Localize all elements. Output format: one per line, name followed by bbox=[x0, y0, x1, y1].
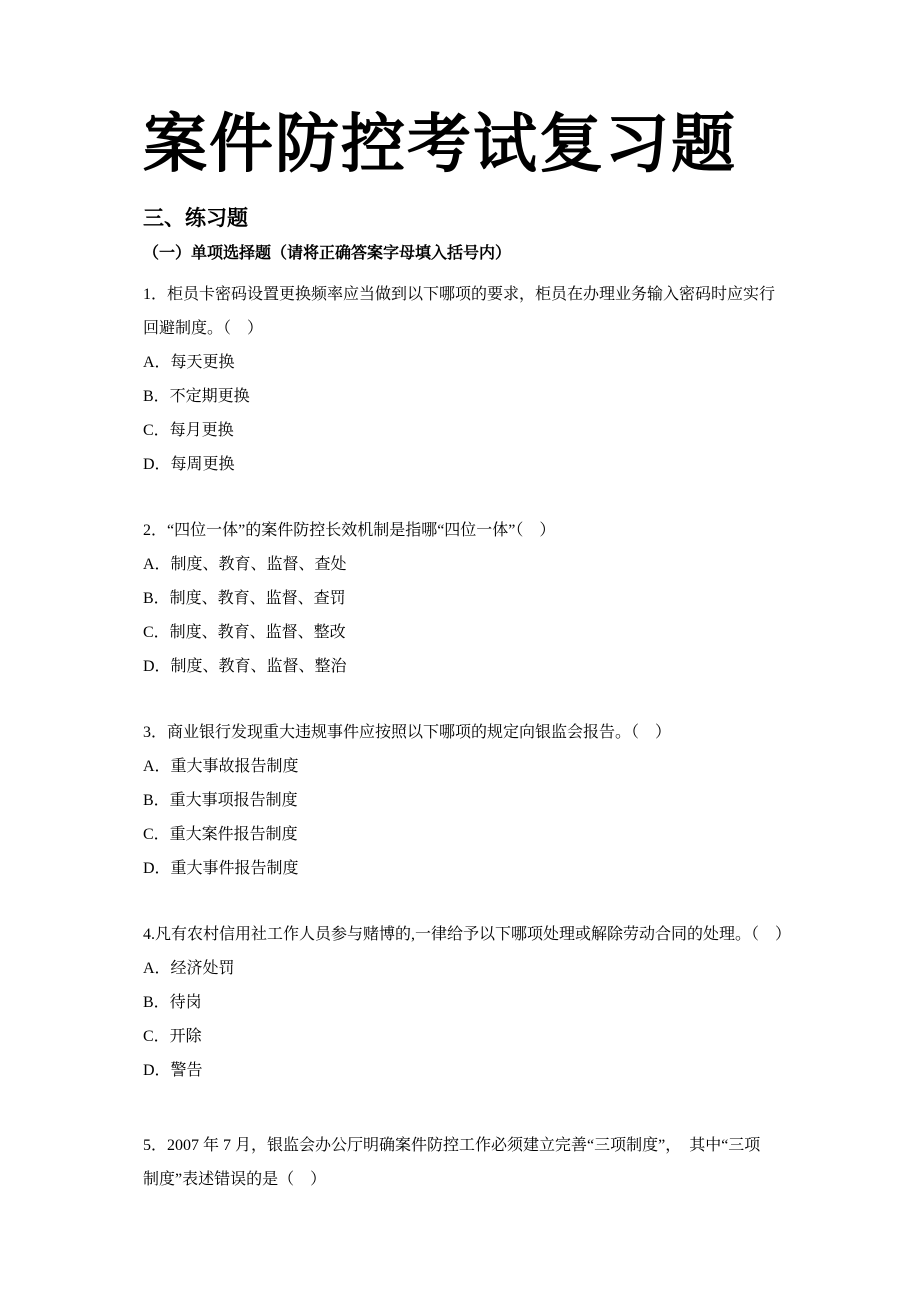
questions-list bbox=[143, 278, 920, 1197]
question-line: 5．2007 年 7 月，银监会办公厅明确案件防控工作必须建立完善“三项制度”， 其中“三项 bbox=[143, 1137, 761, 1154]
page-title: 案件防控考试复习题 bbox=[143, 108, 737, 180]
option-line: A．重大事故报告制度 bbox=[143, 758, 299, 775]
question-4 bbox=[143, 918, 920, 1088]
option-line: C．重大案件报告制度 bbox=[143, 826, 298, 843]
question-line: 2．“四位一体”的案件防控长效机制是指哪“四位一体”（ ） bbox=[143, 522, 556, 539]
question-line: 制度”表述错误的是（ ） bbox=[143, 1171, 327, 1188]
option-line: B．重大事项报告制度 bbox=[143, 792, 298, 809]
question-line: 4.凡有农村信用社工作人员参与赌博的,一律给予以下哪项处理或解除劳动合同的处理。（ ） bbox=[143, 926, 792, 943]
option-line: A．制度、教育、监督、查处 bbox=[143, 556, 347, 573]
option-line: B．制度、教育、监督、查罚 bbox=[143, 590, 346, 607]
subsection-heading: （一）单项选择题（请将正确答案字母填入括号内） bbox=[143, 245, 512, 262]
option-line: C．开除 bbox=[143, 1028, 202, 1045]
document-content bbox=[0, 108, 920, 1197]
option-line: D．重大事件报告制度 bbox=[143, 860, 299, 877]
option-line: D．制度、教育、监督、整治 bbox=[143, 658, 347, 675]
option-line: A．经济处罚 bbox=[143, 960, 235, 977]
question-5 bbox=[143, 1129, 920, 1197]
option-line: D．警告 bbox=[143, 1062, 203, 1079]
question-line: 1．柜员卡密码设置更换频率应当做到以下哪项的要求，柜员在办理业务输入密码时应实行 bbox=[143, 286, 776, 303]
option-line: C．每月更换 bbox=[143, 422, 234, 439]
option-line: B．不定期更换 bbox=[143, 388, 250, 405]
option-line: A．每天更换 bbox=[143, 354, 235, 371]
question-3 bbox=[143, 716, 920, 886]
question-line: 回避制度。（ ） bbox=[143, 320, 264, 337]
option-line: D．每周更换 bbox=[143, 456, 235, 473]
question-1 bbox=[143, 278, 920, 482]
option-line: B．待岗 bbox=[143, 994, 202, 1011]
question-2 bbox=[143, 514, 920, 684]
question-line: 3．商业银行发现重大违规事件应按照以下哪项的规定向银监会报告。（ ） bbox=[143, 724, 672, 741]
option-line: C．制度、教育、监督、整改 bbox=[143, 624, 346, 641]
section-heading: 三、练习题 bbox=[143, 207, 248, 230]
